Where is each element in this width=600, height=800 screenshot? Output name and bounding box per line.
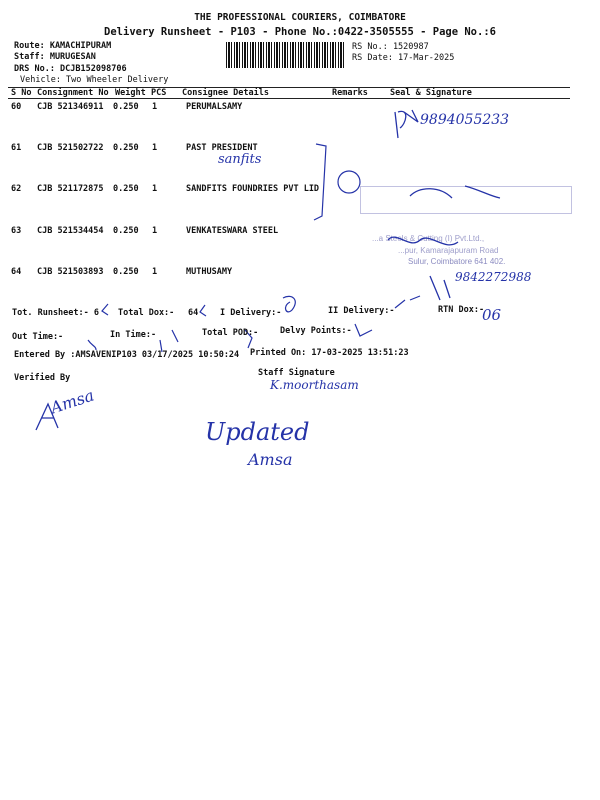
total-dox-label: Total Dox:-: [118, 308, 175, 318]
verified-by-label: Verified By: [14, 373, 71, 383]
row-weight: 0.250: [113, 226, 139, 236]
col-sno: S No: [11, 88, 32, 98]
signature-row63: [388, 237, 458, 245]
col-consignee: Consignee Details: [182, 88, 269, 98]
row-consignment: CJB 521502722: [37, 143, 104, 153]
stamp-line-1: ...a Steels & Cutting (I) Pvt.Ltd.,: [372, 234, 485, 243]
i-delivery-mark: [283, 296, 295, 312]
row-sno: 60: [11, 102, 22, 112]
rs-date: RS Date: 17-Mar-2025: [352, 53, 455, 63]
row-consignee: PERUMALSAMY: [186, 102, 243, 112]
row-pcs: 1: [152, 143, 158, 153]
row-weight: 0.250: [113, 184, 139, 194]
row-consignment: CJB 521534454: [37, 226, 104, 236]
signature-row62: [410, 186, 500, 198]
row-sno: 61: [11, 143, 22, 153]
bracket-mark: [314, 144, 326, 220]
row-pcs: 1: [152, 226, 158, 236]
ii-delivery-label: II Delivery:-: [328, 306, 395, 316]
delvy-points-label: Delvy Points:-: [280, 326, 352, 336]
col-consignment: Consignment No: [37, 88, 109, 98]
col-seal-signature: Seal & Signature: [390, 88, 472, 98]
row-consignee: SANDFITS FOUNDRIES PVT LID: [186, 184, 320, 194]
stamp-line-2: ...pur, Kamarajapuram Road: [398, 246, 499, 255]
handwritten-verified-sign: Amsa: [48, 385, 97, 418]
in-time-label: In Time:-: [110, 330, 157, 340]
rtn-dox-label: RTN Dox:-: [438, 305, 485, 315]
handwritten-phone-1: 9894055233: [420, 112, 510, 128]
drs-number: DRS No.: DCJB152098706: [14, 64, 127, 74]
row-weight: 0.250: [113, 267, 139, 277]
rs-number: RS No.: 1520987: [352, 42, 429, 52]
row-consignment: CJB 521503893: [37, 267, 104, 277]
vehicle-label: Vehicle: Two Wheeler Delivery: [20, 75, 169, 85]
handwritten-note-row61: sanfits: [218, 152, 262, 167]
row-pcs: 1: [152, 184, 158, 194]
tot-runsheet: Tot. Runsheet:- 6: [12, 308, 99, 318]
printed-on: Printed On: 17-03-2025 13:51:23: [250, 348, 409, 358]
row-pcs: 1: [152, 267, 158, 277]
handwritten-rtn-value: 06: [482, 306, 502, 324]
stamp-line-3: Sulur, Coimbatore 641 402.: [408, 257, 506, 266]
runsheet-title: Delivery Runsheet - P103 - Phone No.:0422-3505555 - Page No.:6: [104, 26, 496, 38]
handwritten-phone-2: 9842272988: [455, 270, 532, 284]
row-consignment: CJB 521172875: [37, 184, 104, 194]
out-time-label: Out Time:-: [12, 332, 64, 342]
signature-row64: [430, 276, 450, 300]
staff-label: Staff: MURUGESAN: [14, 52, 96, 62]
ii-delivery-mark: [395, 296, 420, 308]
row-weight: 0.250: [113, 143, 139, 153]
circled-mark: [338, 171, 360, 193]
row-sno: 63: [11, 226, 22, 236]
row-sno: 62: [11, 184, 22, 194]
row-pcs: 1: [152, 102, 158, 112]
row-consignee: VENKATESWARA STEEL: [186, 226, 279, 236]
handwritten-staff-sign: K.moorthasam: [270, 378, 359, 392]
col-weight: Weight: [115, 88, 146, 98]
col-remarks: Remarks: [332, 88, 368, 98]
i-delivery-label: I Delivery:-: [220, 308, 282, 318]
signature-row60: [395, 110, 418, 138]
row-consignment: CJB 521346911: [37, 102, 104, 112]
route-label: Route: KAMACHIPURAM: [14, 41, 112, 51]
handwritten-updated: Updated: [205, 418, 310, 446]
company-name: THE PROFESSIONAL COURIERS, COIMBATORE: [194, 12, 406, 23]
row-sno: 64: [11, 267, 22, 277]
row-weight: 0.250: [113, 102, 139, 112]
row-consignee: PAST PRESIDENT: [186, 143, 258, 153]
handwritten-updated-sign: Amsa: [248, 450, 293, 469]
col-pcs: PCS: [151, 88, 167, 98]
staff-signature-label: Staff Signature: [258, 368, 335, 378]
row-consignee: MUTHUSAMY: [186, 267, 233, 277]
total-dox-value: 64: [188, 308, 199, 318]
total-pod-label: Total POD:-: [202, 328, 259, 338]
entered-by: Entered By :AMSAVENIP103 03/17/2025 10:50:24: [14, 350, 240, 360]
